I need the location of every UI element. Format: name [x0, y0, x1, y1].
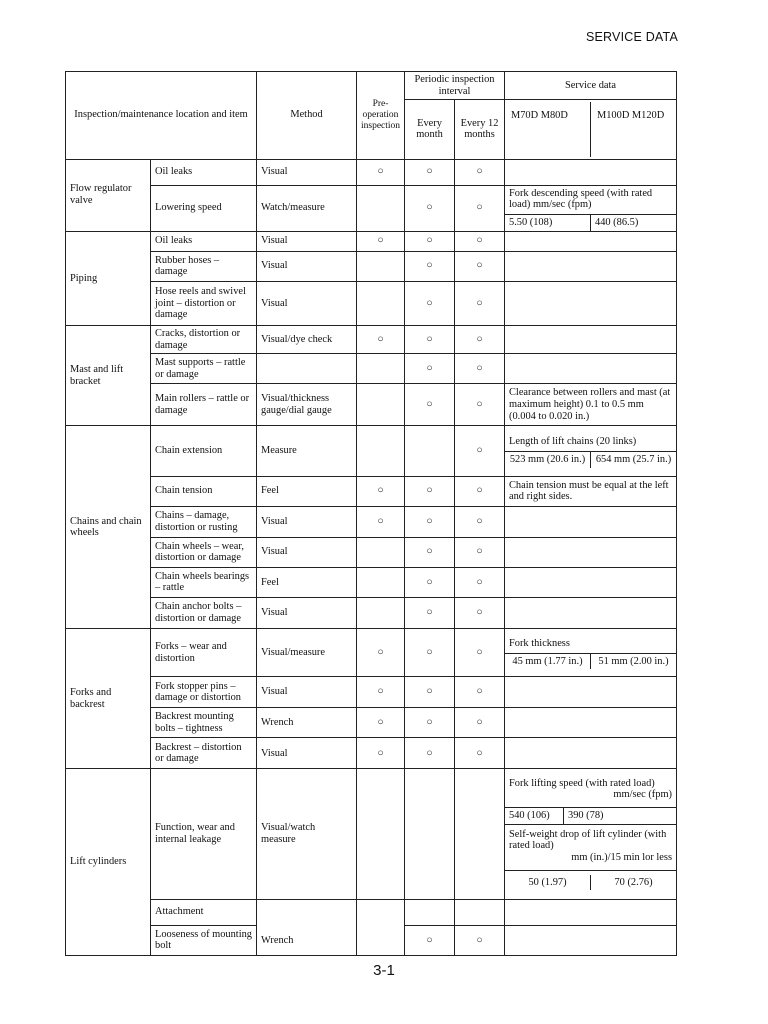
row-method: Visual [257, 597, 357, 628]
model-b: M100D M120D [590, 102, 676, 156]
group-label: Piping [66, 231, 151, 325]
empty-check [357, 251, 405, 281]
row-method: Visual/watch measure [257, 769, 357, 899]
row-method: Wrench [257, 708, 357, 738]
check-mark: ○ [455, 677, 505, 708]
service-value: 51 mm (2.00 in.) [590, 654, 676, 670]
row-method: Feel [257, 567, 357, 597]
empty-check [455, 769, 505, 899]
check-mark: ○ [357, 629, 405, 677]
check-mark: ○ [405, 384, 455, 426]
empty-check [405, 426, 455, 476]
service-data-cell [505, 738, 677, 769]
check-mark: ○ [405, 231, 455, 251]
check-mark: ○ [455, 231, 505, 251]
check-mark: ○ [357, 708, 405, 738]
row-method: Watch/measure [257, 185, 357, 231]
check-mark: ○ [405, 185, 455, 231]
group-label: Lift cylinders [66, 769, 151, 956]
table-row [66, 426, 677, 476]
row-method: Visual/thickness gauge/dial gauge [257, 384, 357, 426]
col-header-method: Method [257, 72, 357, 160]
row-item: Oil leaks [151, 159, 257, 185]
service-data-cell [505, 899, 677, 925]
check-mark: ○ [455, 506, 505, 537]
col-header-every-12: Every 12 months [455, 100, 505, 159]
service-data-cell [505, 325, 677, 353]
col-header-models [505, 100, 677, 159]
col-header-item: Inspection/maintenance location and item [66, 72, 257, 160]
check-mark: ○ [357, 738, 405, 769]
service-data-cell [505, 769, 677, 899]
group-label: Mast and lift bracket [66, 325, 151, 426]
table-row [66, 567, 677, 597]
row-item: Backrest mounting bolts – tightness [151, 708, 257, 738]
table-row [66, 251, 677, 281]
row-item: Chain extension [151, 426, 257, 476]
page-number: 3-1 [373, 962, 395, 979]
row-method: Visual [257, 537, 357, 567]
row-method [257, 899, 357, 955]
row-item: Chain anchor bolts – distortion or damage [151, 597, 257, 628]
check-mark: ○ [455, 567, 505, 597]
service-data-cell [505, 537, 677, 567]
service-data-table [65, 71, 677, 956]
service-data-cell [505, 185, 677, 231]
row-item: Backrest – distortion or damage [151, 738, 257, 769]
service-data-cell [505, 231, 677, 251]
service-data-cell [505, 506, 677, 537]
service-value: 654 mm (25.7 in.) [590, 452, 676, 468]
service-data-text: Fork thickness [509, 637, 570, 649]
service-value: 523 mm (20.6 in.) [509, 454, 586, 466]
empty-check [455, 899, 505, 925]
empty-check [357, 899, 405, 955]
service-value: 50 (1.97) [528, 876, 567, 888]
row-item: Chain wheels – wear, distortion or damage [151, 537, 257, 567]
service-data-cell [505, 281, 677, 325]
check-mark: ○ [455, 325, 505, 353]
service-data-cell: Clearance between rollers and mast (at maximum height) 0.1 to 0.5 mm (0.004 to 0.020 in.) [505, 384, 677, 426]
check-mark: ○ [405, 677, 455, 708]
model-a: M70D M80D [511, 110, 568, 122]
empty-check [357, 769, 405, 899]
check-mark: ○ [455, 537, 505, 567]
page-header-title: SERVICE DATA [585, 30, 678, 44]
empty-check [405, 899, 455, 925]
check-mark: ○ [405, 506, 455, 537]
row-method: Visual [257, 251, 357, 281]
row-item: Main rollers – rattle or damage [151, 384, 257, 426]
service-data-cell [505, 597, 677, 628]
check-mark: ○ [455, 251, 505, 281]
check-mark: ○ [455, 384, 505, 426]
service-value: 440 (86.5) [590, 215, 676, 231]
row-item: Forks – wear and distortion [151, 629, 257, 677]
row-item: Mast supports – rattle or damage [151, 354, 257, 384]
check-mark: ○ [405, 354, 455, 384]
check-mark: ○ [405, 476, 455, 506]
row-method: Visual [257, 281, 357, 325]
empty-check [357, 597, 405, 628]
check-mark: ○ [405, 281, 455, 325]
check-mark: ○ [405, 629, 455, 677]
check-mark: ○ [405, 738, 455, 769]
table-row [66, 769, 677, 899]
row-item: Rubber hoses – damage [151, 251, 257, 281]
service-data-text: Self-weight drop of lift cylinder (with rated load) [509, 828, 667, 852]
service-data-cell [505, 567, 677, 597]
row-method: Visual/measure [257, 629, 357, 677]
table-row [66, 384, 677, 426]
row-item: Chain wheels bearings – rattle [151, 567, 257, 597]
service-value: 540 (106) [509, 810, 550, 822]
col-header-service-data: Service data [505, 72, 677, 100]
check-mark: ○ [455, 629, 505, 677]
empty-check [405, 769, 455, 899]
check-mark: ○ [357, 506, 405, 537]
row-method: Visual [257, 231, 357, 251]
service-data-cell [505, 251, 677, 281]
check-mark: ○ [455, 159, 505, 185]
table-row [66, 281, 677, 325]
row-item: Looseness of mounting bolt [151, 925, 257, 955]
row-item: Attachment [151, 899, 257, 925]
row-item: Function, wear and internal leakage [151, 769, 257, 899]
service-data-cell [505, 159, 677, 185]
check-mark: ○ [357, 677, 405, 708]
service-data-cell [505, 354, 677, 384]
check-mark: ○ [357, 159, 405, 185]
service-data-cell [505, 677, 677, 708]
empty-check [357, 426, 405, 476]
row-method: Visual [257, 159, 357, 185]
empty-check [357, 384, 405, 426]
row-method: Measure [257, 426, 357, 476]
check-mark: ○ [455, 925, 505, 955]
col-header-every-month: Every month [405, 100, 455, 159]
service-value: 5.50 (108) [509, 216, 553, 228]
table-row [66, 354, 677, 384]
service-data-cell [505, 708, 677, 738]
check-mark: ○ [405, 708, 455, 738]
check-mark: ○ [405, 537, 455, 567]
table-row [66, 597, 677, 628]
group-label: Forks and backrest [66, 629, 151, 769]
row-item: Lowering speed [151, 185, 257, 231]
row-item: Fork stopper pins – damage or distortion [151, 677, 257, 708]
table-row [66, 677, 677, 708]
service-data-cell [505, 925, 677, 955]
table-row [66, 506, 677, 537]
check-mark: ○ [455, 354, 505, 384]
row-item: Hose reels and swivel joint – distortion or damage [151, 281, 257, 325]
check-mark: ○ [455, 185, 505, 231]
check-mark: ○ [455, 708, 505, 738]
check-mark: ○ [455, 426, 505, 476]
col-header-preop: Pre-operation inspection [357, 72, 405, 160]
row-method: Visual [257, 738, 357, 769]
table-row [66, 159, 677, 185]
check-mark: ○ [405, 325, 455, 353]
check-mark: ○ [455, 476, 505, 506]
service-data-text: Length of lift chains (20 links) [509, 436, 637, 448]
table-row [66, 325, 677, 353]
check-mark: ○ [357, 476, 405, 506]
service-value: 45 mm (1.77 in.) [512, 655, 583, 667]
table-row [66, 708, 677, 738]
check-mark: ○ [405, 925, 455, 955]
table-row [66, 231, 677, 251]
check-mark: ○ [357, 231, 405, 251]
service-data-cell [505, 629, 677, 677]
row-method: Wrench [261, 934, 294, 946]
service-data-unit: mm (in.)/15 min lor less [571, 852, 672, 863]
table-row [66, 476, 677, 506]
row-method: Visual/dye check [257, 325, 357, 353]
service-data-text: Fork lifting speed (with rated load) [509, 777, 655, 789]
row-item: Chain tension [151, 476, 257, 506]
check-mark: ○ [405, 597, 455, 628]
col-header-periodic: Periodic inspection interval [405, 72, 505, 100]
table-row [66, 629, 677, 677]
check-mark: ○ [405, 159, 455, 185]
group-label: Flow regulator valve [66, 159, 151, 231]
row-item: Oil leaks [151, 231, 257, 251]
service-value: 70 (2.76) [590, 875, 676, 891]
group-label: Chains and chain wheels [66, 426, 151, 629]
check-mark: ○ [455, 597, 505, 628]
row-method: Visual [257, 506, 357, 537]
empty-check [357, 185, 405, 231]
row-item: Chains – damage, distortion or rusting [151, 506, 257, 537]
service-data-cell: Chain tension must be equal at the left and right sides. [505, 476, 677, 506]
row-method: Feel [257, 476, 357, 506]
empty-check [357, 567, 405, 597]
empty-check [357, 281, 405, 325]
row-item: Cracks, distortion or damage [151, 325, 257, 353]
table-row [66, 537, 677, 567]
empty-check [357, 354, 405, 384]
service-data-text: Fork descending speed (with rated load) mm/sec (fpm) [509, 187, 653, 211]
empty-check [357, 537, 405, 567]
row-method: Visual [257, 677, 357, 708]
row-method [257, 354, 357, 384]
table-row [66, 185, 677, 231]
check-mark: ○ [405, 567, 455, 597]
check-mark: ○ [405, 251, 455, 281]
check-mark: ○ [455, 281, 505, 325]
table-row [66, 899, 677, 925]
check-mark: ○ [357, 325, 405, 353]
service-data-unit: mm/sec (fpm) [613, 789, 672, 801]
service-data-cell [505, 426, 677, 476]
service-value: 390 (78) [563, 808, 676, 824]
table-row [66, 738, 677, 769]
check-mark: ○ [455, 738, 505, 769]
header-row [66, 72, 677, 100]
